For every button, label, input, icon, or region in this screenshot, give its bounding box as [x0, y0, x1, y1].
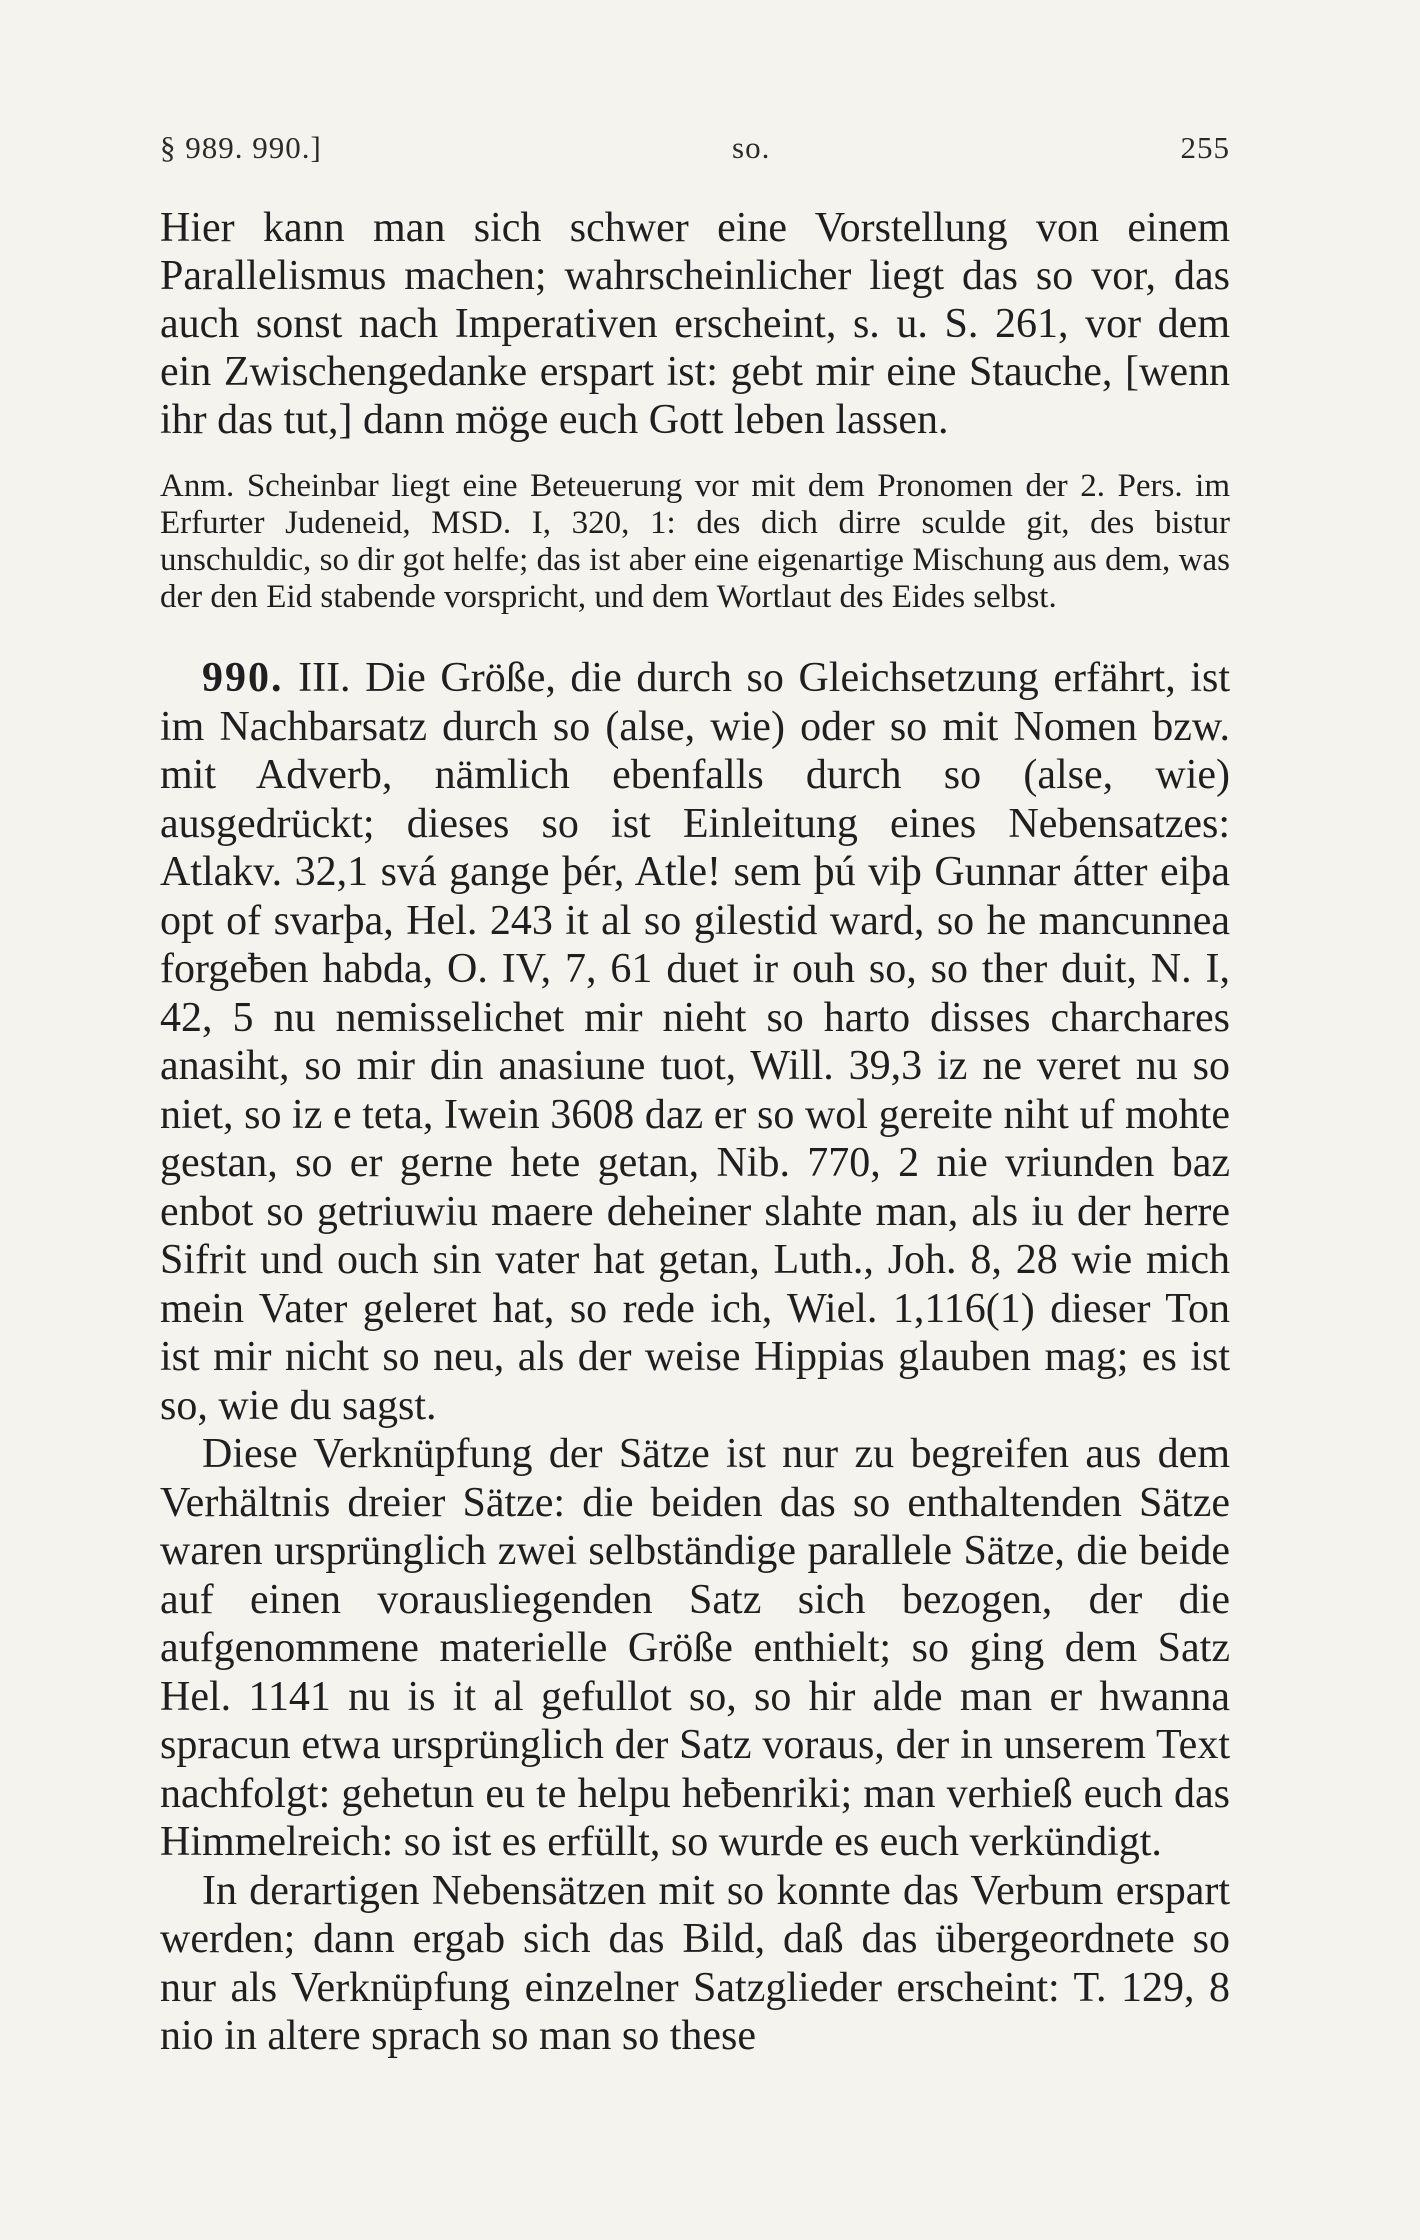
annotation-note: Anm. Scheinbar liegt eine Beteuerung vor mit dem Pronomen der 2. Pers. im Erfurter Judeneid, MSD. I, 320, 1: des dich dirre sculde git, des bistur unschuldic, so dir got helfe; das ist aber eine eigenartige Mischung aus dem, was der den Eid stabende vorspricht, und dem Wortlaut des Eides selbst. — [160, 468, 1230, 615]
header-section-ref: § 989. 990.] — [160, 130, 322, 165]
header-title: so. — [732, 130, 771, 165]
paragraph-2: Diese Verknüpfung der Sätze ist nur zu begreifen aus dem Verhältnis dreier Sätze: die beiden das so enthaltenden Sätze waren ursprünglich zwei selbständige parallele Sätze, die beide auf einen vorausliegenden Satz sich bezogen, der die aufgenommene materielle Größe enthielt; so ging dem Satz Hel. 1141 nu is it al gefullot so, so hir alde man er hwanna spracun etwa ursprünglich der Satz voraus, der in unserem Text nachfolgt: gehetun eu te helpu heƀenriki; man verhieß euch das Himmelreich: so ist es erfüllt, so wurde es euch verkündigt. — [160, 1431, 1230, 1865]
section-990-text: III. Die Größe, die durch so Gleichsetzung erfährt, ist im Nachbarsatz durch so (alse, wie) oder so mit Nomen bzw. mit Adverb, nämlich ebenfalls durch so (alse, wie) ausgedrückt; dieses so ist Einleitung eines Nebensatzes: Atlakv. 32,1 svá gange þér, Atle! sem þú viþ Gunnar átter eiþa opt of svarþa, Hel. 243 it al so gilestid ward, so he mancunnea forgeƀen habda, O. IV, 7, 61 duet ir ouh so, so ther duit, N. I, 42, 5 nu nemisselichet mir nieht so harto disses charchares anasiht, so mir din anasiune tuot, Will. 39,3 iz ne veret nu so niet, so iz e teta, Iwein 3608 daz er so wol gereite niht uf mohte gestan, so er gerne hete getan, Nib. 770, 2 nie vriunden baz enbot so getriuwiu maere deheiner slahte man, als iu der herre Sifrit und ouch sin vater hat getan, Luth., Joh. 8, 28 wie mich mein Vater geleret hat, so rede ich, Wiel. 1,116(1) dieser Ton ist mir nicht so neu, als der weise Hippias glauben mag; es ist so, wie du sagst. — [160, 655, 1231, 1429]
paragraph-3: In derartigen Nebensätzen mit so konnte das Verbum erspart werden; dann ergab sich das Bild, daß das übergeordnete so nur als Verknüpfung einzelner Satzglieder erscheint: T. 129, 8 nio in altere sprach so man so these — [160, 1867, 1230, 2059]
page-number: 255 — [1180, 130, 1230, 165]
paragraph-1: Hier kann man sich schwer eine Vorstellung von einem Parallelismus machen; wahrscheinlicher liegt das so vor, das auch sonst nach Imperativen erscheint, s. u. S. 261, vor dem ein Zwischengedanke erspart ist: gebt mir eine Stauche, [wenn ihr das tut,] dann möge euch Gott leben lassen. — [160, 205, 1230, 443]
section-number: 990. — [202, 655, 284, 701]
section-990 — [160, 654, 1230, 1430]
running-header — [160, 130, 1230, 166]
